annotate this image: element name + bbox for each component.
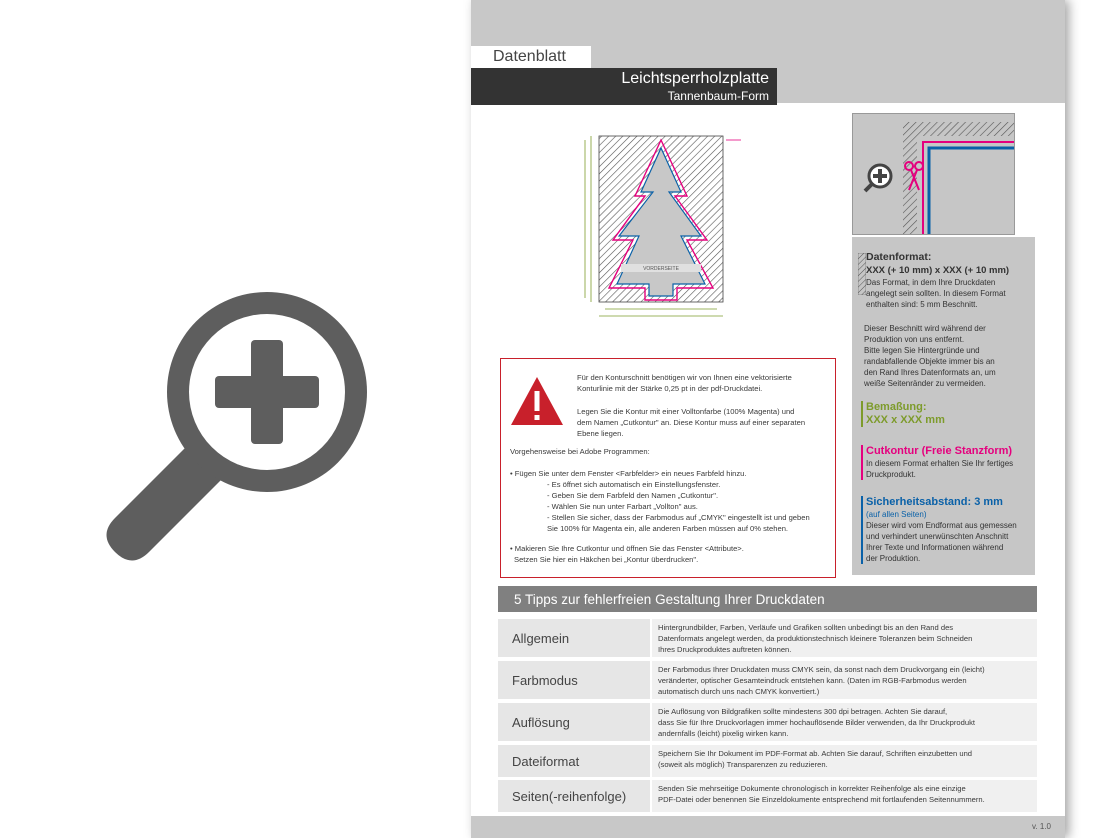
tip-row-file-format <box>498 745 1037 777</box>
safety-desc-2: und verhindert unerwünschten Anschnitt <box>866 532 1009 541</box>
warning-procedure: Vorgehensweise bei Adobe Programmen: <box>510 447 650 456</box>
format-info-panel <box>852 237 1035 575</box>
warning-substep-1: - Es öffnet sich automatisch ein Einstellungsfenster. <box>547 480 721 489</box>
tip-label: Dateiformat <box>498 745 650 777</box>
warning-triangle-icon <box>509 375 565 427</box>
tip-row-color-mode <box>498 661 1037 699</box>
product-title: Leichtsperrholzplatte <box>621 70 769 87</box>
version-label: v. 1.0 <box>1032 822 1051 831</box>
measure-title: Bemaßung: <box>866 401 927 413</box>
product-title-box <box>471 68 777 105</box>
product-subtitle: Tannenbaum-Form <box>667 89 769 103</box>
format-desc-2: angelegt sein sollten. In diesem Format <box>866 289 1006 298</box>
tip-text-line: Speichern Sie Ihr Dokument im PDF-Format ab. Achten Sie darauf, Schriften einzubetten und <box>658 749 973 758</box>
format-desc-1: Das Format, in dem Ihre Druckdaten <box>866 278 996 287</box>
tip-text <box>652 619 1037 657</box>
format-value: XXX (+ 10 mm) x XXX (+ 10 mm) <box>866 265 1010 276</box>
tip-label: Seiten(-reihenfolge) <box>498 780 650 812</box>
warning-substep-3: - Wählen Sie nun unter Farbart „Vollton" aus. <box>547 502 698 511</box>
tip-text-line: dass Sie für Ihre Druckvorlagen immer hochauflösende Bilder verwenden, da Ihr Druckprodukt <box>658 718 975 727</box>
format-desc-3: enthalten sind: 5 mm Beschnitt. <box>866 300 978 309</box>
warning-intro-1: Für den Konturschnitt benötigen wir von Ihnen eine vektorisierte <box>577 373 792 382</box>
warning-step-2b: Setzen Sie hier ein Häkchen bei „Kontur überdrucken". <box>514 555 699 564</box>
warning-contour-3: Ebene liegen. <box>577 429 624 438</box>
warning-contour-1: Legen Sie die Kontur mit einer Volltonfarbe (100% Magenta) und <box>577 407 795 416</box>
contour-warning-box <box>500 358 836 578</box>
page-footer-band <box>471 816 1065 838</box>
warning-intro-2: Konturlinie mit der Stärke 0,25 pt in der pdf-Druckdatei. <box>577 384 763 393</box>
fir-tree-technical-drawing <box>581 128 761 323</box>
warning-contour-2: dem Namen „Cutkontur" an. Diese Kontur muss auf einer separaten <box>577 418 806 427</box>
warning-substep-2: - Geben Sie dem Farbfeld den Namen „Cutkontur". <box>547 491 719 500</box>
tips-header: 5 Tipps zur fehlerfreien Gestaltung Ihrer Druckdaten <box>498 586 1037 612</box>
tip-text <box>652 661 1037 699</box>
zoom-in-icon <box>865 165 891 191</box>
tip-text-line: Ihres Druckproduktes auftreten können. <box>658 645 792 654</box>
tip-text-line: veränderter, optischer Gesamteindruck entstehen kann. (Daten im RGB-Farbmodus werden <box>658 676 967 685</box>
tip-label: Allgemein <box>498 619 650 657</box>
bleed-desc-4: randabfallende Objekte immer bis an <box>864 357 995 366</box>
tip-text <box>652 780 1037 812</box>
safety-desc-3: Ihrer Texte und Informationen während <box>866 543 1004 552</box>
warning-step-1: • Fügen Sie unter dem Fenster <Farbfelder> ein neues Farbfeld hinzu. <box>510 469 747 478</box>
tip-text-line: andernfalls (leicht) pixelig wirken kann. <box>658 729 789 738</box>
tip-label: Farbmodus <box>498 661 650 699</box>
tip-row-page-order <box>498 780 1037 812</box>
cut-desc-1: In diesem Format erhalten Sie Ihr fertiges <box>866 459 1014 468</box>
bleed-desc-2: Produktion von uns entfernt. <box>864 335 965 344</box>
tip-text-line: Der Farbmodus Ihrer Druckdaten muss CMYK sein, da sonst nach dem Druckvorgang ein (leicht) <box>658 665 985 674</box>
bleed-hatch-swatch <box>858 253 866 295</box>
tip-text-line: Senden Sie mehrseitige Dokumente chronologisch in korrekter Reihenfolge als eine einzige <box>658 784 966 793</box>
cut-title: Cutkontur (Freie Stanzform) <box>866 445 1013 457</box>
safety-title: Sicherheitsabstand: 3 mm <box>866 496 1003 508</box>
bleed-desc-3: Bitte legen Sie Hintergründe und <box>864 346 980 355</box>
warning-substep-4: - Stellen Sie sicher, dass der Farbmodus auf „CMYK" eingestellt ist und geben <box>547 513 810 522</box>
tip-text-line: PDF-Datei oder benennen Sie Einzeldokumente entsprechend mit fortlaufenden Seitennummern. <box>658 795 985 804</box>
tip-text-line: (soweit als möglich) Transparenzen zu reduzieren. <box>658 760 828 769</box>
tip-text-line: Die Auflösung von Bildgrafiken sollte mindestens 300 dpi betragen. Achten Sie darauf, <box>658 707 948 716</box>
cut-desc-2: Druckprodukt. <box>866 470 916 479</box>
safety-sub: (auf allen Seiten) <box>866 510 927 519</box>
tip-label: Auflösung <box>498 703 650 741</box>
bleed-desc-5: den Rand Ihres Datenformats an, um <box>864 368 996 377</box>
warning-step-2a: • Makieren Sie Ihre Cutkontur und öffnen Sie das Fenster <Attribute>. <box>510 544 744 553</box>
bleed-desc-1: Dieser Beschnitt wird während der <box>864 324 986 333</box>
document-type-tag: Datenblatt <box>471 46 591 68</box>
tip-text-line: automatisch durch uns nach CMYK konvertiert.) <box>658 687 820 696</box>
zoom-in-icon[interactable] <box>105 282 375 572</box>
format-title: Datenformat: <box>866 251 932 263</box>
tip-text-line: Hintergrundbilder, Farben, Verläufe und Grafiken sollten unbedingt bis an den Rand des <box>658 623 954 632</box>
tip-text-line: Datenformats angelegt werden, da produktionstechnisch kleinere Toleranzen beim Schneiden <box>658 634 973 643</box>
tip-text <box>652 703 1037 741</box>
bleed-desc-6: weiße Seitenränder zu vermeiden. <box>864 379 986 388</box>
tip-text <box>652 745 1037 777</box>
drawing-label: VORDERSEITE <box>643 266 679 272</box>
datasheet-page <box>471 0 1065 838</box>
safety-desc-4: der Produktion. <box>866 554 921 563</box>
warning-substep-5: Sie 100% für Magenta ein, alle anderen Farben müssen auf 0% stehen. <box>547 524 789 533</box>
measure-value: XXX x XXX mm <box>866 414 945 426</box>
corner-detail-thumbnail <box>852 113 1015 235</box>
tip-row-resolution <box>498 703 1037 741</box>
tip-row-general <box>498 619 1037 657</box>
safety-desc-1: Dieser wird vom Endformat aus gemessen <box>866 521 1017 530</box>
